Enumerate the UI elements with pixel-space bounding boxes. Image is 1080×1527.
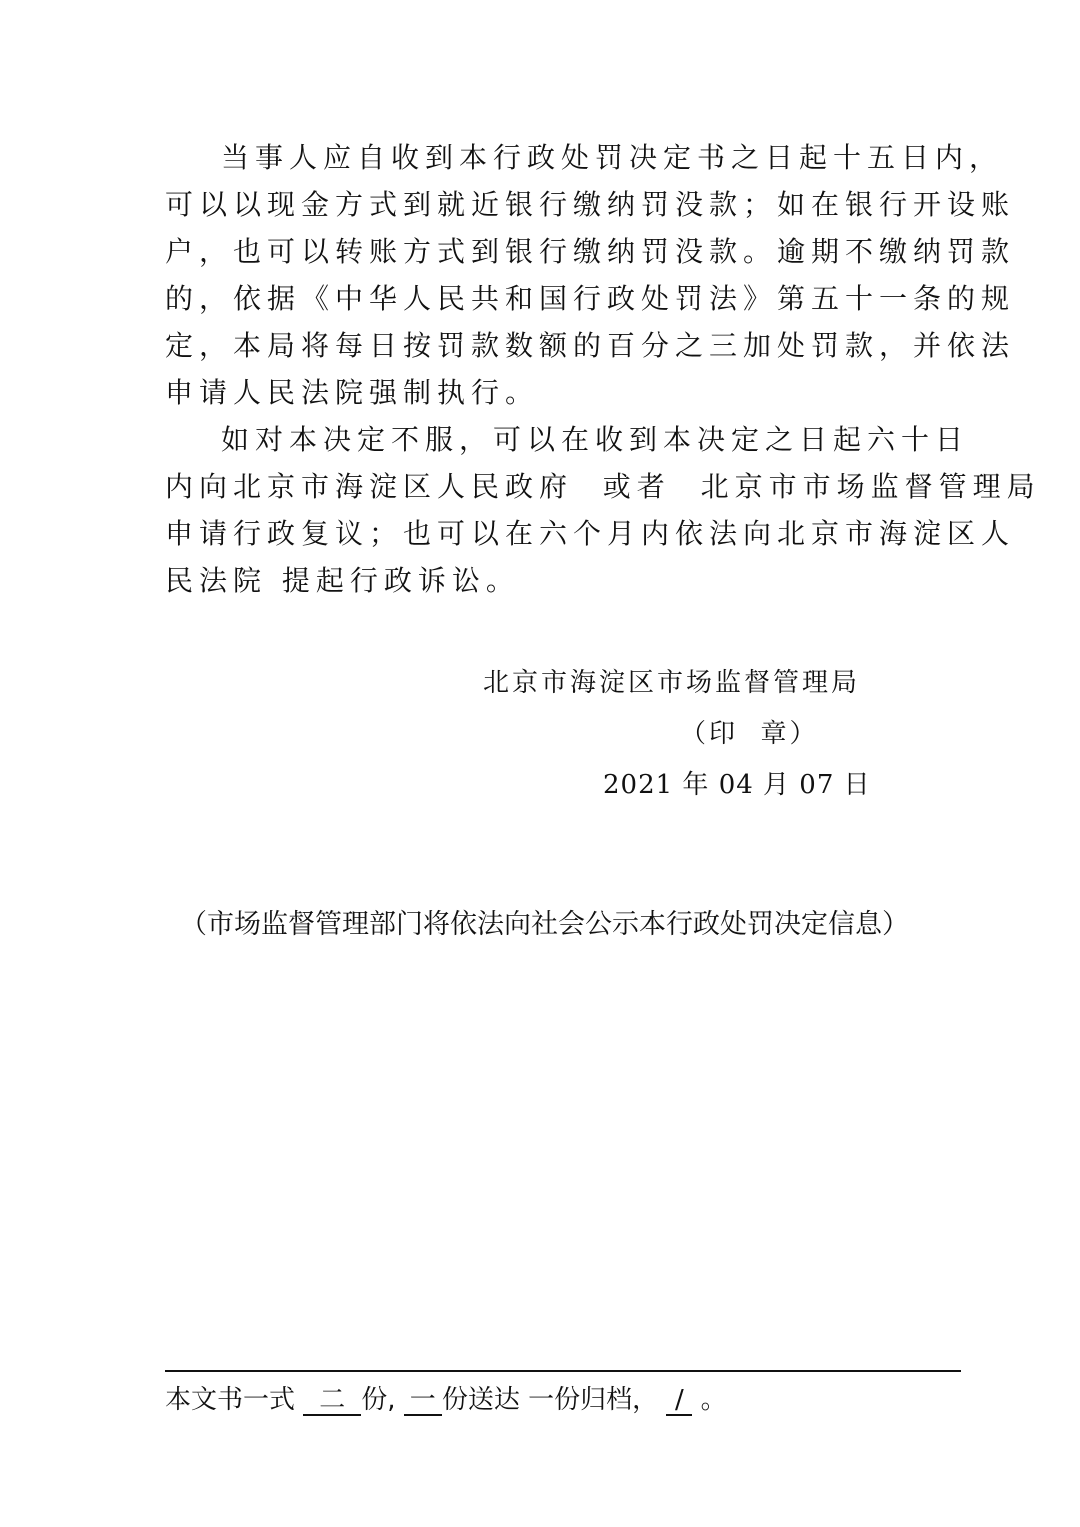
issuing-authority: 北京市海淀区市场监督管理局 bbox=[483, 668, 861, 698]
footer-divider bbox=[165, 1370, 961, 1372]
paragraph1-line-5: 定，本局将每日按罚款数额的百分之三加处罚款，并依法 bbox=[165, 329, 1016, 362]
copies-total-blank: 二 bbox=[303, 1386, 361, 1416]
paragraph1-line-6: 申请人民法院强制执行。 bbox=[165, 376, 540, 409]
copies-part3: 份送达 一份归档， bbox=[441, 1385, 659, 1415]
paragraph2-line-2: 内向北京市海淀区人民政府 或者 北京市市场监督管理局 bbox=[165, 470, 1041, 503]
paragraph2-line-3: 申请行政复议；也可以在六个月内依法向北京市海淀区人 bbox=[165, 517, 1016, 550]
seal-placeholder: （印 章） bbox=[680, 719, 819, 749]
paragraph1-line-2: 可以以现金方式到就近银行缴纳罚没款；如在银行开设账 bbox=[165, 188, 1016, 221]
copies-other-blank: / bbox=[666, 1386, 692, 1416]
public-notice: （市场监督管理部门将依法向社会公示本行政处罚决定信息） bbox=[180, 909, 909, 940]
paragraph2-line-1: 如对本决定不服，可以在收到本决定之日起六十日 bbox=[221, 423, 970, 456]
copies-part2: 份, bbox=[361, 1385, 396, 1415]
copies-prefix: 本文书一式 bbox=[165, 1385, 296, 1415]
copies-statement bbox=[165, 1383, 727, 1417]
paragraph2-line-4: 民法院 提起行政诉讼。 bbox=[165, 564, 520, 597]
paragraph1-line-3: 户，也可以转账方式到银行缴纳罚没款。逾期不缴纳罚款 bbox=[165, 235, 1016, 268]
copies-suffix: 。 bbox=[692, 1385, 727, 1415]
copies-sent-blank: 一 bbox=[404, 1386, 442, 1416]
paragraph1-line-4: 的，依据《中华人民共和国行政处罚法》第五十一条的规 bbox=[165, 282, 1016, 315]
issue-date: 2021 年 04 月 07 日 bbox=[603, 770, 871, 800]
paragraph1-line-1: 当事人应自收到本行政处罚决定书之日起十五日内， bbox=[221, 141, 1004, 174]
